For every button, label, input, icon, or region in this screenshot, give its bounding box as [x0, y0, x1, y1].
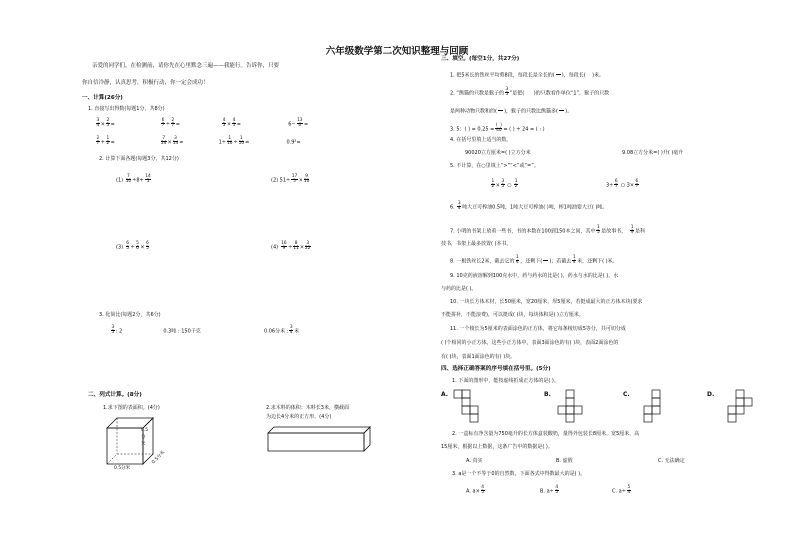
section-2-1-heading: 1.求下图的表面积。(4分) — [103, 405, 160, 411]
net-figure-d — [722, 388, 762, 428]
section-1-1-heading: 1. 直接写出得数(每题1分，共8分) — [88, 106, 165, 112]
cube-side-label: 0.5 分 米 — [141, 428, 149, 447]
fill-4: 4. 在括号里填上适当的数。 — [450, 137, 512, 143]
fill-9: 9. 10克药液溶解到100克水中，药与药水的比是( )，药水与水的比是( )，水 — [450, 273, 619, 279]
choice-2-option-b: B. 虚假 — [556, 458, 573, 464]
choice-2-option-c: C. 无法确定 — [658, 458, 685, 464]
calc-q3: (3) $\frac{6}{5}$ ÷ $\frac{5}{6}$ × $\frac{6}{5}$ — [116, 241, 149, 252]
fill-4a: 90020立方厘米=( )立方分米 — [465, 150, 531, 156]
fill-8: 8. 一根铁丝长2米，截去它的 $\frac{1}{4}$ ，还剩下( )；若截去 $\frac{1}{4}$ 米，还剩下( )米。 — [450, 255, 618, 266]
section-2-2-heading-cont: 为边长4分米的正方形。(4分) — [266, 414, 332, 420]
option-c-label: C. — [623, 391, 630, 398]
choice-3-option-c: C. a÷ $\frac{5}{4}$ — [612, 485, 631, 496]
cube-depth-label: 0.5分米 — [151, 450, 167, 466]
choice-3: 3. a是一个不等于0的自然数，下面各式中得数最大的是( )。 — [452, 471, 586, 477]
calc-row-1: $\frac{3}{4}$ × $\frac{2}{5}$ = $\frac{6}{7}$ ÷ $\frac{2}{7}$ = $\frac{4}{5}$ × $\frac{4}{5}$ = 6− $\frac{13}{6}$ = — [96, 118, 309, 129]
calc-q4: (4) $\frac{16}{9}$ ÷ $\frac{8}{11}$ × $\frac{3}{22}$ — [271, 241, 311, 252]
section-1-2-heading: 2. 计算下面各题(每题3分，共12分) — [99, 156, 179, 162]
option-b-label: B. — [544, 391, 551, 398]
simplify-row: $\frac{3}{5}$ : 2 0.3吨 : 150千克 0.06分米 : $\frac{3}{4}$ 米 — [111, 325, 300, 336]
fill-7-cont: 技书，书架上最多放置( )本书。 — [441, 241, 512, 247]
intro-line-2: 你自信冷静，认真思考，积极行动，你一定会成功！ — [82, 80, 209, 86]
calc-q1: (1) $\frac{7}{10}$ ÷8+ $\frac{14}{5}$ — [116, 174, 151, 185]
net-figure-c — [638, 388, 678, 428]
section-4-heading: 四、选择正确答案的序号填在括号里。(5分) — [441, 366, 551, 372]
net-figure-a — [452, 388, 492, 428]
fill-4b: 9.08立方分米=( )升( )毫升 — [622, 150, 684, 156]
section-1-heading: 一、计算(26分) — [82, 95, 123, 101]
section-1-3-heading: 3. 化简比(每题2分，共6分) — [99, 312, 161, 318]
compare-2: 3÷ $\frac{6}{7}$ ○ 3× $\frac{6}{7}$ — [606, 179, 639, 190]
section-2-2-heading: 2.求木料的体积：木料长3米，横截面 — [266, 405, 349, 411]
section-3-heading: 三、填空。(每空1分，共27分) — [441, 56, 520, 62]
fill-11: 11. 一个棱长为5厘米的表面涂色的正方体，将它每条棱切成5等分，共可切分成 — [450, 326, 626, 332]
fill-10: 10. 一块长方体木材，长50厘米，宽20厘米，厚5厘米，若挺成最大的正方体木块(要求 — [450, 299, 643, 305]
choice-2-cont: 15厘米，根据以上数据，这条广告中的数据是( )。 — [441, 444, 553, 450]
compare-1: $\frac{1}{2}$ × $\frac{3}{5}$ ○ $\frac{1}{2}$ — [491, 179, 518, 190]
calc-row-2: $\frac{2}{7}$ + $\frac{1}{2}$ = $\frac{7}{24}$ × $\frac{3}{14}$ = 1÷ $\frac{1}{10}$ ÷ $\frac{1}{10}$ = 0.9³= — [96, 136, 301, 147]
fill-1: 1. 把5米长的铁丝平均剪8段，每段长是全长的( )，每段长( )米。 — [450, 70, 604, 80]
fill-6: 6. $\frac{3}{4}$ 吨大豆可榨油0.5吨，1吨大豆可榨油( )吨，榨1吨油要大豆( )吨。 — [450, 201, 608, 212]
lumber-figure — [266, 423, 376, 459]
fill-3: 3. 5：( ) = 0.25 = $\frac{( )}{40}$ = ( ) ÷ 24 = ( : ) — [450, 123, 545, 134]
fill-5: 5. 不计算，在○里填上“>”“<”或“=”。 — [450, 163, 539, 169]
fill-10-cont: 不能拼补，不能浪费)，可以挺成( )块，每块体积是( )立方厘米。 — [441, 312, 584, 318]
fill-2-cont: 是两种动物只数和的( )，猴子的只数比熊猫多( )。 — [450, 106, 572, 116]
intro-line-1: 亲爱的同学们，在检测前，请你先在心里默念三遍——我能行。告诉你，只要 — [92, 63, 280, 69]
fill-2: 2. “熊猫的只数是猴子的 $\frac{3}{5}$ ”是把( )的只数看作单位“1”，猴子的只数 — [450, 87, 610, 98]
calc-q2: (2) 51÷ $\frac{17}{5}$ × $\frac{9}{10}$ — [271, 174, 310, 185]
choice-1: 1. 下面的图形中，能按虚线折成正方体的是( )。 — [452, 378, 559, 384]
option-d-label: D. — [707, 391, 715, 398]
cube-figure — [101, 412, 171, 482]
net-figure-b — [556, 388, 596, 428]
fill-11-cont: ( )个相同的小正方体，这些小正方体中，表面3面涂色的有( )块，表面2面涂色的 — [441, 340, 619, 346]
choice-3-option-b: B. a÷ $\frac{4}{5}$ — [540, 485, 559, 496]
choice-2: 2. 一盒标有净含量为750毫升的长方体盒装酸奶，量得外包装长8厘米，宽5厘米，高 — [452, 431, 640, 437]
fill-11-cont2: 有( )块，表面1面涂色的有( )块。 — [441, 354, 516, 360]
page-title: 六年级数学第二次知识整理与回顾 — [325, 46, 469, 57]
option-a-label: A. — [441, 391, 449, 398]
choice-3-option-a: A. a× $\frac{4}{5}$ — [466, 485, 484, 496]
fill-7: 7. 小明的书架上放着一些书，书的本数在100到150本之间，其中 $\frac{1}{5}$ 是故事书， $\frac{1}{9}$ 是科 — [450, 225, 646, 236]
fill-9-cont: 与药的比是( )。 — [441, 286, 477, 292]
cube-bottom-label: 0.5分米 — [114, 466, 131, 471]
section-2-heading: 二、列式计算。(8分) — [88, 392, 142, 398]
choice-2-option-a: A. 真实 — [466, 458, 483, 464]
